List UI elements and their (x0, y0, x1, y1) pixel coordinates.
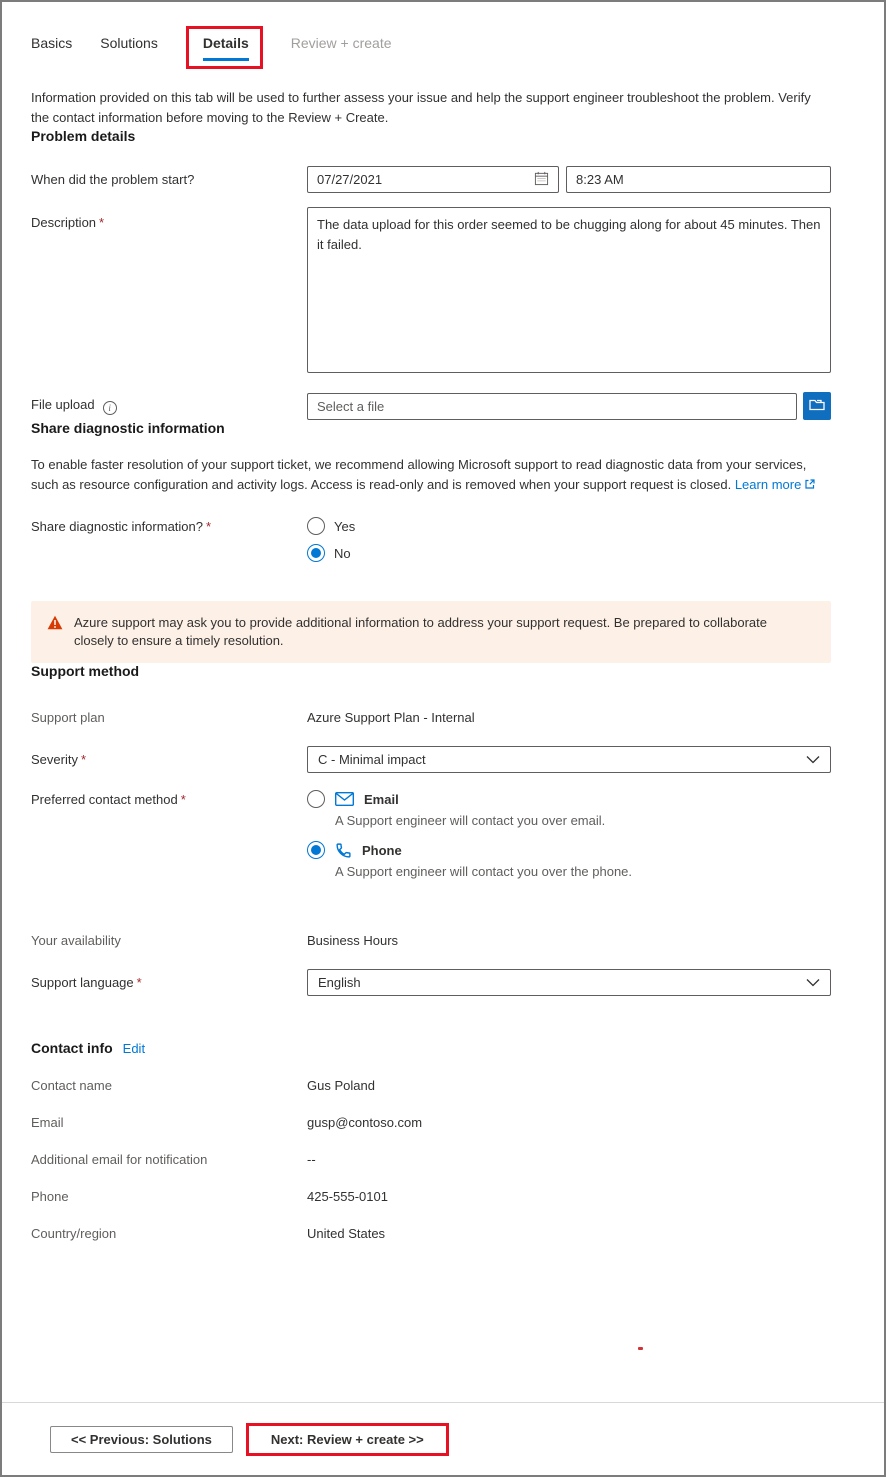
file-upload-label (31, 397, 307, 415)
learn-more-link[interactable]: Learn more (734, 477, 802, 492)
severity-label (31, 752, 307, 767)
tab-basics[interactable]: Basics (31, 35, 73, 51)
country-region-label: Country/region (31, 1226, 117, 1241)
diagnostic-body-text: To enable faster resolution of your support ticket, we recommend allowing Microsoft support to read diagnostic data from your services, such as resource configuration and activity logs. Access is read-only and is removed when your support request is closed. (31, 457, 807, 492)
required-asterisk: * (136, 975, 142, 990)
diagnostic-body (31, 455, 831, 496)
required-asterisk: * (180, 792, 186, 807)
warning-text: Azure support may ask you to provide additional information to address your support request. Be prepared to collaborate closely to ensure a timely resolution. (74, 615, 768, 648)
contact-method-label-text: Preferred contact method (31, 792, 178, 807)
problem-start-date-input[interactable] (307, 166, 559, 193)
diagnostic-option-yes[interactable] (307, 517, 355, 535)
description-textarea[interactable]: The data upload for this order seemed to be chugging along for about 45 minutes. Then it failed. (307, 207, 831, 373)
radio-yes[interactable] (307, 517, 325, 535)
availability-label: Your availability (31, 933, 121, 948)
language-selected-value: English (318, 975, 361, 990)
problem-start-label: When did the problem start? (31, 172, 195, 187)
severity-label-text: Severity (31, 752, 78, 767)
radio-yes-label: Yes (334, 518, 356, 534)
required-asterisk: * (206, 519, 212, 534)
email-option-description: A Support engineer will contact you over email. (335, 813, 606, 828)
severity-select[interactable] (307, 746, 831, 773)
contact-email-value: gusp@contoso.com (307, 1115, 423, 1130)
support-plan-row (31, 710, 831, 725)
contact-method-row (31, 790, 831, 892)
support-language-row (31, 969, 831, 996)
contact-phone-value: 425-555-0101 (307, 1189, 388, 1204)
red-annotation-box-next-button (246, 1423, 449, 1456)
file-upload-placeholder: Select a file (317, 398, 385, 414)
diagnostic-option-no[interactable] (307, 544, 355, 562)
support-language-label-text: Support language (31, 975, 134, 990)
tab-details[interactable]: Details (203, 35, 249, 61)
file-upload-row (31, 392, 831, 420)
diagnostic-question-text: Share diagnostic information? (31, 519, 203, 534)
description-label (31, 207, 307, 230)
screenshot-artifact-dot (638, 1347, 643, 1350)
previous-solutions-button[interactable]: << Previous: Solutions (50, 1426, 233, 1453)
chevron-down-icon (806, 752, 820, 767)
radio-email[interactable] (307, 790, 325, 808)
phone-icon (335, 842, 352, 859)
warning-banner (31, 601, 831, 663)
edit-contact-link[interactable]: Edit (122, 1040, 146, 1056)
email-icon (335, 792, 354, 806)
calendar-icon[interactable] (534, 171, 549, 189)
support-method-heading: Support method (31, 663, 140, 679)
date-value: 07/27/2021 (317, 172, 383, 187)
contact-method-email-option[interactable] (307, 790, 632, 830)
required-asterisk: * (99, 215, 105, 230)
phone-option-label: Phone (362, 842, 402, 858)
radio-no-selected[interactable] (307, 544, 325, 562)
problem-details-heading: Problem details (31, 128, 136, 144)
contact-name-row (31, 1078, 831, 1093)
contact-phone-label: Phone (31, 1189, 69, 1204)
contact-name-value: Gus Poland (307, 1078, 375, 1093)
tab-review-create[interactable]: Review + create (290, 35, 392, 51)
next-review-create-button[interactable]: Next: Review + create >> (249, 1426, 446, 1453)
contact-info-heading: Contact info (31, 1040, 113, 1056)
contact-email-label: Email (31, 1115, 64, 1130)
availability-value: Business Hours (307, 933, 399, 948)
country-region-value: United States (307, 1226, 386, 1241)
problem-start-row (31, 166, 831, 193)
country-region-row (31, 1226, 831, 1241)
severity-row (31, 746, 831, 773)
contact-email-row (31, 1115, 831, 1130)
additional-email-row (31, 1152, 831, 1167)
support-plan-value: Azure Support Plan - Internal (307, 710, 475, 725)
tab-intro-text: Information provided on this tab will be used to further assess your issue and help the support engineer troubleshoot the problem. Verify the contact information before moving to the Review + Create. (31, 90, 811, 125)
tab-solutions[interactable]: Solutions (100, 35, 158, 51)
additional-email-label: Additional email for notification (31, 1152, 208, 1167)
contact-name-label: Contact name (31, 1078, 112, 1093)
folder-icon (809, 398, 825, 414)
browse-file-button[interactable] (803, 392, 831, 420)
file-upload-label-text: File upload (31, 397, 95, 412)
description-label-text: Description (31, 215, 97, 230)
info-icon[interactable]: i (103, 401, 117, 415)
diagnostic-question-label (31, 517, 307, 534)
support-language-select[interactable] (307, 969, 831, 996)
radio-no-label: No (334, 545, 351, 561)
availability-row (31, 933, 831, 948)
file-upload-input[interactable] (307, 393, 797, 420)
severity-selected-value: C - Minimal impact (318, 752, 426, 767)
contact-method-phone-option[interactable] (307, 841, 632, 881)
contact-info-rows (31, 1078, 831, 1241)
external-link-icon (804, 476, 816, 496)
wizard-footer (2, 1402, 884, 1475)
description-row (31, 207, 831, 373)
contact-info-header (31, 1040, 831, 1056)
problem-start-time-input[interactable] (566, 166, 831, 193)
diagnostic-heading: Share diagnostic information (31, 420, 225, 436)
contact-phone-row (31, 1189, 831, 1204)
required-asterisk: * (80, 752, 87, 767)
warning-icon (47, 615, 63, 650)
chevron-down-icon (806, 975, 820, 990)
diagnostic-question-row (31, 517, 831, 571)
radio-phone-selected[interactable] (307, 841, 325, 859)
support-plan-label: Support plan (31, 710, 105, 725)
additional-email-value: -- (307, 1152, 316, 1167)
tab-details-wrapper (203, 35, 249, 61)
contact-method-label (31, 790, 307, 807)
wizard-tabs (31, 35, 831, 61)
email-option-label: Email (364, 791, 399, 807)
support-language-label (31, 975, 307, 990)
time-value: 8:23 AM (576, 172, 624, 187)
phone-option-description: A Support engineer will contact you over the phone. (335, 864, 633, 879)
